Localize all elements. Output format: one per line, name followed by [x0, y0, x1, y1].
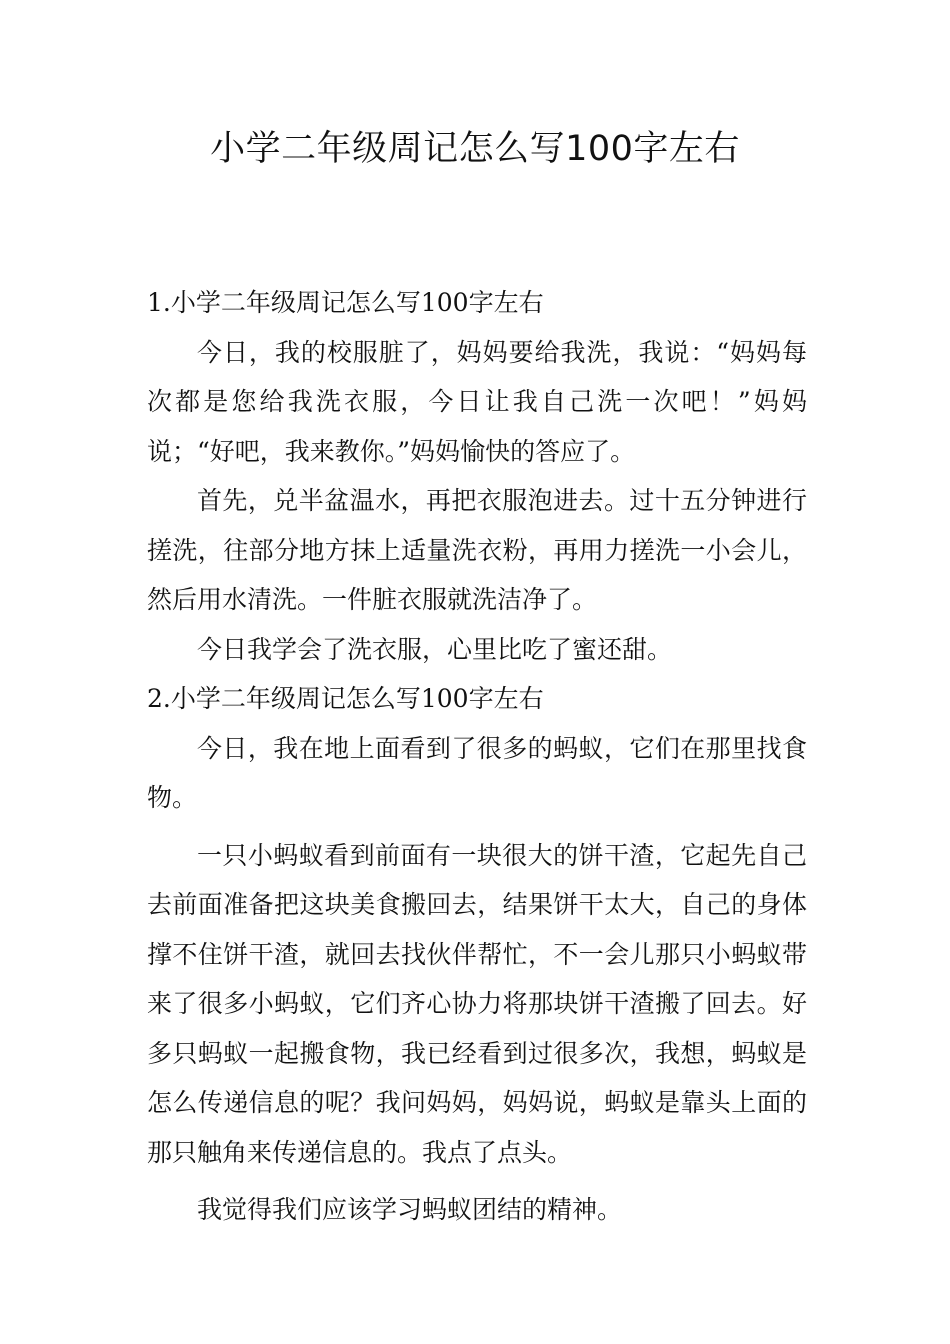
section-1-paragraph-2: 首先，兑半盆温水，再把衣服泡进去。过十五分钟进行搓洗，往部分地方抹上适量洗衣粉，再用力搓洗一小会儿，然后用水清洗。一件脏衣服就洗洁净了。	[147, 486, 807, 614]
section-1-paragraph-1: 今日，我的校服脏了，妈妈要给我洗，我说：“妈妈每次都是您给我洗衣服，今日让我自己洗一次吧！”妈妈说；“好吧，我来教你。”妈妈愉快的答应了。	[147, 337, 807, 466]
section-2-paragraph-1: 今日，我在地上面看到了很多的蚂蚁，它们在那里找食物。	[147, 733, 807, 812]
document-body	[147, 278, 807, 1235]
section-2-paragraph-3: 我觉得我们应该学习蚂蚁团结的精神。	[197, 1195, 623, 1224]
section-1-heading: 1.小学二年级周记怎么写100字左右	[147, 288, 544, 317]
document-title: 小学二年级周记怎么写100字左右	[210, 129, 740, 169]
section-1-paragraph-3: 今日我学会了洗衣服，心里比吃了蜜还甜。	[197, 634, 673, 664]
section-2-heading: 2.小学二年级周记怎么写100字左右	[147, 684, 544, 713]
section-2-paragraph-2: 一只小蚂蚁看到前面有一块很大的饼干渣，它起先自己去前面准备把这块美食搬回去，结果饼干太大，自己的身体撑不住饼干渣，就回去找伙伴帮忙，不一会儿那只小蚂蚁带来了很多小蚂蚁，它们齐心协力将那块饼干渣搬了回去。好多只蚂蚁一起搬食物，我已经看到过很多次，我想，蚂蚁是怎么传递信息的呢？我问妈妈，妈妈说，蚂蚁是靠头上面的那只触角来传递信息的。我点了点头。	[147, 840, 807, 1167]
